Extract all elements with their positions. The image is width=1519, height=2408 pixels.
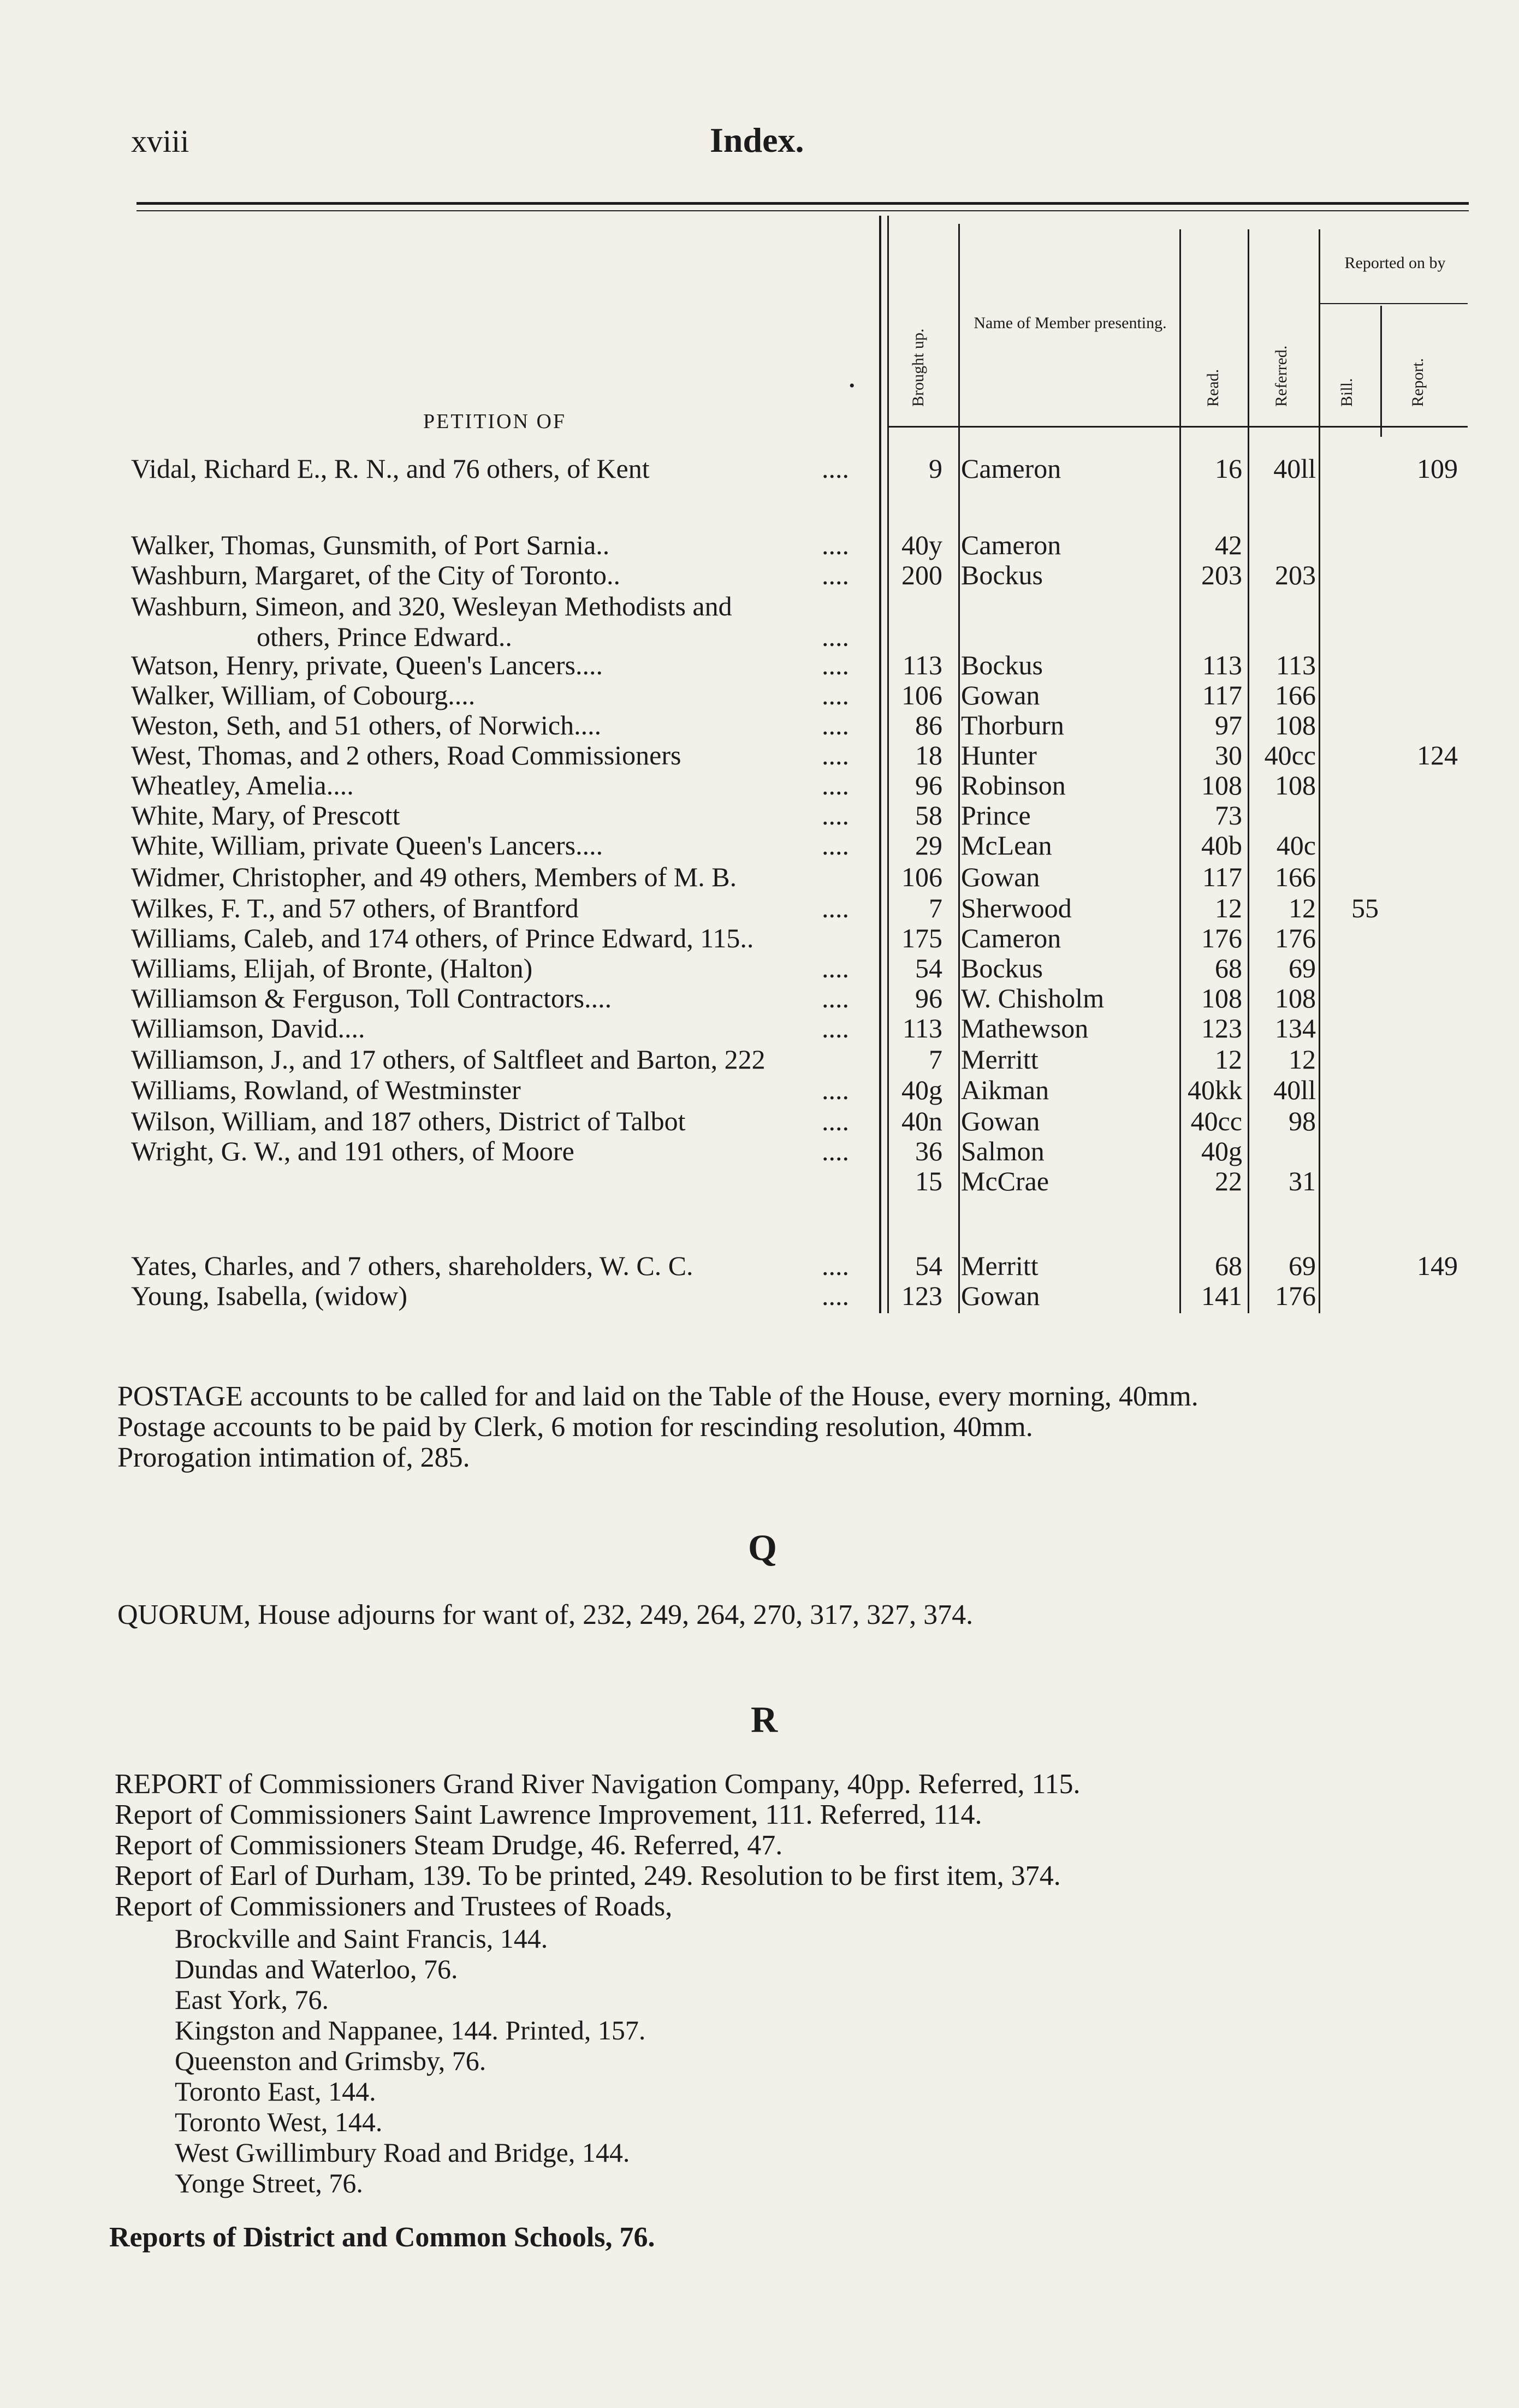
brought-up-cell: 96: [915, 983, 942, 1013]
petitioner-name: Walker, William, of Cobourg....: [131, 680, 476, 710]
read-cell: 113: [1202, 650, 1242, 680]
leader-dots: ....: [822, 560, 849, 590]
report-cell: 124: [1417, 740, 1458, 770]
road-report-item: Toronto East, 144.: [175, 2076, 376, 2107]
postage-entry: POSTAGE accounts to be called for and laid on the Table of the House, every morning, 40mm.: [117, 1381, 1198, 1412]
table-row: [0, 893, 1519, 923]
read-cell: 117: [1202, 680, 1242, 710]
report-cell: 149: [1417, 1250, 1458, 1281]
header-member: Name of Member presenting.: [974, 314, 1167, 332]
leader-dots: ....: [822, 1250, 849, 1281]
referred-cell: 98: [1289, 1106, 1316, 1136]
read-cell: 117: [1202, 862, 1242, 892]
section-letter-q: Q: [748, 1527, 777, 1568]
petitioner-name: Vidal, Richard E., R. N., and 76 others, of Kent: [131, 453, 650, 484]
referred-cell: 40c: [1276, 830, 1316, 861]
brought-up-cell: 175: [901, 923, 942, 953]
table-row: [0, 770, 1519, 800]
member-cell: Cameron: [961, 530, 1061, 560]
member-cell: Hunter: [961, 740, 1037, 770]
road-report-item: Queenston and Grimsby, 76.: [175, 2045, 486, 2076]
brought-up-cell: 40g: [901, 1075, 942, 1105]
member-cell: Merritt: [961, 1044, 1039, 1075]
bill-cell: 55: [1351, 893, 1379, 923]
petitioner-name: Wheatley, Amelia....: [131, 770, 354, 800]
referred-cell: 203: [1275, 560, 1316, 590]
referred-cell: 176: [1275, 923, 1316, 953]
table-row: [0, 1106, 1519, 1136]
leader-dots: ....: [822, 1280, 849, 1311]
petitioner-name: Williamson & Ferguson, Toll Contractors....: [131, 983, 612, 1013]
brought-up-cell: 106: [901, 862, 942, 892]
referred-cell: 166: [1275, 862, 1316, 892]
header-reported-on-by: Reported on by: [1344, 254, 1446, 272]
road-report-item: Toronto West, 144.: [175, 2107, 383, 2137]
referred-cell: 113: [1275, 650, 1316, 680]
table-row: [0, 862, 1519, 892]
table-row: [0, 1044, 1519, 1075]
referred-cell: 40ll: [1273, 1075, 1316, 1105]
leader-dots: ....: [822, 770, 849, 800]
postage-entry: Postage accounts to be paid by Clerk, 6 motion for rescinding resolution, 40mm.: [117, 1411, 1033, 1443]
quorum-entry: QUORUM, House adjourns for want of, 232, 249, 264, 270, 317, 327, 374.: [117, 1599, 974, 1630]
brought-up-cell: 9: [929, 453, 942, 484]
referred-cell: 69: [1289, 1250, 1316, 1281]
table-row: [0, 710, 1519, 740]
read-cell: 40cc: [1190, 1106, 1242, 1136]
header-brought-up: Brought up.: [909, 328, 927, 407]
brought-up-cell: 15: [915, 1166, 942, 1196]
read-cell: 68: [1215, 953, 1242, 983]
brought-up-cell: 18: [915, 740, 942, 770]
referred-cell: 40cc: [1264, 740, 1316, 770]
road-report-item: Dundas and Waterloo, 76.: [175, 1954, 458, 1984]
table-row: [0, 650, 1519, 680]
petitioner-name: White, William, private Queen's Lancers....: [131, 830, 603, 861]
read-cell: 40b: [1201, 830, 1242, 861]
member-cell: Aikman: [961, 1075, 1049, 1105]
member-cell: Gowan: [961, 1106, 1040, 1136]
page-number: xviii: [131, 123, 189, 159]
top-rule-thin: [137, 210, 1469, 211]
leader-dots: ....: [822, 621, 849, 652]
brought-up-cell: 113: [902, 1013, 942, 1043]
referred-cell: 31: [1289, 1166, 1316, 1196]
petitioner-name: Weston, Seth, and 51 others, of Norwich....: [131, 710, 602, 740]
read-cell: 42: [1215, 530, 1242, 560]
header-bill: Bill.: [1338, 378, 1356, 407]
petitioner-name: Watson, Henry, private, Queen's Lancers....: [131, 650, 603, 680]
brought-up-cell: 40y: [901, 530, 942, 560]
member-cell: Cameron: [961, 923, 1061, 953]
brought-up-cell: 200: [901, 560, 942, 590]
petitioner-name: Williams, Elijah, of Bronte, (Halton): [131, 953, 533, 983]
leader-dots: ....: [822, 1136, 849, 1166]
referred-cell: 166: [1275, 680, 1316, 710]
read-cell: 68: [1215, 1250, 1242, 1281]
brought-up-cell: 36: [915, 1136, 942, 1166]
report-entry: Report of Commissioners Saint Lawrence Improvement, 111. Referred, 114.: [115, 1799, 982, 1830]
member-cell: Bockus: [961, 953, 1043, 983]
read-cell: 108: [1201, 983, 1242, 1013]
brought-up-cell: 96: [915, 770, 942, 800]
table-row: [0, 1166, 1519, 1196]
table-row: [0, 591, 1519, 621]
read-cell: 108: [1201, 770, 1242, 800]
leader-dots: ....: [822, 1075, 849, 1105]
road-report-item: Kingston and Nappanee, 144. Printed, 157.: [175, 2015, 646, 2045]
read-cell: 16: [1215, 453, 1242, 484]
referred-cell: 108: [1275, 770, 1316, 800]
header-dot: •: [849, 377, 855, 395]
leader-dots: ....: [822, 453, 849, 484]
road-report-item: Yonge Street, 76.: [175, 2168, 363, 2198]
leader-dots: ....: [822, 680, 849, 710]
member-cell: Gowan: [961, 1280, 1040, 1311]
referred-cell: 12: [1289, 1044, 1316, 1075]
read-cell: 22: [1215, 1166, 1242, 1196]
leader-dots: ....: [822, 800, 849, 831]
brought-up-cell: 106: [901, 680, 942, 710]
brought-up-cell: 40n: [901, 1106, 942, 1136]
schools-report-entry: Reports of District and Common Schools, 76.: [109, 2222, 655, 2253]
petitioner-name: Williams, Rowland, of Westminster: [131, 1075, 521, 1105]
table-row: [0, 953, 1519, 983]
petitioner-name: Wilkes, F. T., and 57 others, of Brantford: [131, 893, 579, 923]
header-referred: Referred.: [1272, 345, 1290, 407]
reported-rule: [1320, 303, 1468, 304]
member-cell: Prince: [961, 800, 1031, 831]
read-cell: 30: [1215, 740, 1242, 770]
read-cell: 12: [1215, 893, 1242, 923]
road-report-item: Brockville and Saint Francis, 144.: [175, 1923, 548, 1954]
petitioner-name: Wilson, William, and 187 others, District of Talbot: [131, 1106, 686, 1136]
road-report-item: East York, 76.: [175, 1984, 329, 2015]
petitioner-name: Williams, Caleb, and 174 others, of Prince Edward, 115..: [131, 923, 754, 953]
read-cell: 40g: [1201, 1136, 1242, 1166]
brought-up-cell: 54: [915, 1250, 942, 1281]
table-row: [0, 800, 1519, 831]
member-cell: Sherwood: [961, 893, 1072, 923]
read-cell: 203: [1201, 560, 1242, 590]
leader-dots: ....: [822, 1106, 849, 1136]
member-cell: Mathewson: [961, 1013, 1089, 1043]
brought-up-cell: 123: [901, 1280, 942, 1311]
member-cell: Merritt: [961, 1250, 1039, 1281]
table-row: [0, 1013, 1519, 1043]
read-cell: 73: [1215, 800, 1242, 831]
table-row: [0, 983, 1519, 1013]
read-cell: 141: [1201, 1280, 1242, 1311]
read-cell: 12: [1215, 1044, 1242, 1075]
brought-up-cell: 58: [915, 800, 942, 831]
table-row: [0, 740, 1519, 770]
referred-cell: 108: [1275, 983, 1316, 1013]
read-cell: 123: [1201, 1013, 1242, 1043]
top-rule: [137, 202, 1469, 205]
petitioner-name: Wright, G. W., and 191 others, of Moore: [131, 1136, 574, 1166]
member-cell: McCrae: [961, 1166, 1049, 1196]
member-cell: Thorburn: [961, 710, 1064, 740]
table-row: [0, 1075, 1519, 1105]
petitioner-name: Washburn, Margaret, of the City of Toronto..: [131, 560, 621, 590]
report-entry: Report of Commissioners Steam Drudge, 46. Referred, 47.: [115, 1830, 783, 1861]
col-line-report: [1380, 306, 1382, 437]
table-row: [0, 923, 1519, 953]
member-cell: Gowan: [961, 862, 1040, 892]
table-row: [0, 560, 1519, 590]
postage-entry: Prorogation intimation of, 285.: [117, 1442, 470, 1473]
header-bottom-rule: [889, 426, 1468, 428]
read-cell: 97: [1215, 710, 1242, 740]
report-entry: Report of Earl of Durham, 139. To be printed, 249. Resolution to be first item, 374.: [115, 1860, 1061, 1891]
petitioner-name: Young, Isabella, (widow): [131, 1280, 407, 1311]
road-report-item: West Gwillimbury Road and Bridge, 144.: [175, 2137, 630, 2168]
petitioner-name: West, Thomas, and 2 others, Road Commissioners: [131, 740, 681, 770]
page-title: Index.: [710, 121, 804, 159]
member-cell: Bockus: [961, 560, 1043, 590]
member-cell: Gowan: [961, 680, 1040, 710]
referred-cell: 108: [1275, 710, 1316, 740]
header-read: Read.: [1204, 369, 1222, 407]
table-row: [0, 1136, 1519, 1166]
member-cell: Bockus: [961, 650, 1043, 680]
member-cell: W. Chisholm: [961, 983, 1105, 1013]
brought-up-cell: 7: [929, 1044, 942, 1075]
table-row: [0, 530, 1519, 560]
leader-dots: ....: [822, 740, 849, 770]
brought-up-cell: 54: [915, 953, 942, 983]
leader-dots: ....: [822, 530, 849, 560]
table-row: [0, 1280, 1519, 1311]
section-letter-r: R: [751, 1699, 778, 1740]
leader-dots: ....: [822, 953, 849, 983]
member-cell: McLean: [961, 830, 1052, 861]
read-cell: 40kk: [1188, 1075, 1242, 1105]
report-cell: 109: [1417, 453, 1458, 484]
table-row: [0, 830, 1519, 861]
referred-cell: 69: [1289, 953, 1316, 983]
brought-up-cell: 86: [915, 710, 942, 740]
petitioner-name: Widmer, Christopher, and 49 others, Members of M. B.: [131, 862, 737, 892]
table-row: [0, 680, 1519, 710]
leader-dots: ....: [822, 983, 849, 1013]
petitioner-name: Washburn, Simeon, and 320, Wesleyan Methodists and: [131, 591, 732, 621]
leader-dots: ....: [822, 1013, 849, 1043]
report-entry: Report of Commissioners and Trustees of Roads,: [115, 1891, 673, 1922]
brought-up-cell: 7: [929, 893, 942, 923]
leader-dots: ....: [822, 710, 849, 740]
referred-cell: 12: [1289, 893, 1316, 923]
table-row: [0, 1250, 1519, 1281]
petition-of-label: PETITION OF: [423, 410, 567, 433]
leader-dots: ....: [822, 893, 849, 923]
member-cell: Robinson: [961, 770, 1066, 800]
member-cell: Cameron: [961, 453, 1061, 484]
table-row: [0, 621, 1519, 652]
referred-cell: 40ll: [1273, 453, 1316, 484]
petitioner-name: Williamson, J., and 17 others, of Saltfleet and Barton, 222: [131, 1044, 766, 1075]
petitioner-name: Walker, Thomas, Gunsmith, of Port Sarnia..: [131, 530, 610, 560]
header-report: Report.: [1409, 358, 1427, 407]
petitioner-name: White, Mary, of Prescott: [131, 800, 400, 831]
table-row: [0, 453, 1519, 484]
petitioner-name: others, Prince Edward..: [257, 621, 512, 652]
petitioner-name: Yates, Charles, and 7 others, shareholders, W. C. C.: [131, 1250, 693, 1281]
petitioner-name: Williamson, David....: [131, 1013, 365, 1043]
leader-dots: ....: [822, 830, 849, 861]
report-entry: REPORT of Commissioners Grand River Navigation Company, 40pp. Referred, 115.: [115, 1769, 1081, 1800]
referred-cell: 176: [1275, 1280, 1316, 1311]
brought-up-cell: 29: [915, 830, 942, 861]
referred-cell: 134: [1275, 1013, 1316, 1043]
brought-up-cell: 113: [902, 650, 942, 680]
member-cell: Salmon: [961, 1136, 1045, 1166]
read-cell: 176: [1201, 923, 1242, 953]
leader-dots: ....: [822, 650, 849, 680]
